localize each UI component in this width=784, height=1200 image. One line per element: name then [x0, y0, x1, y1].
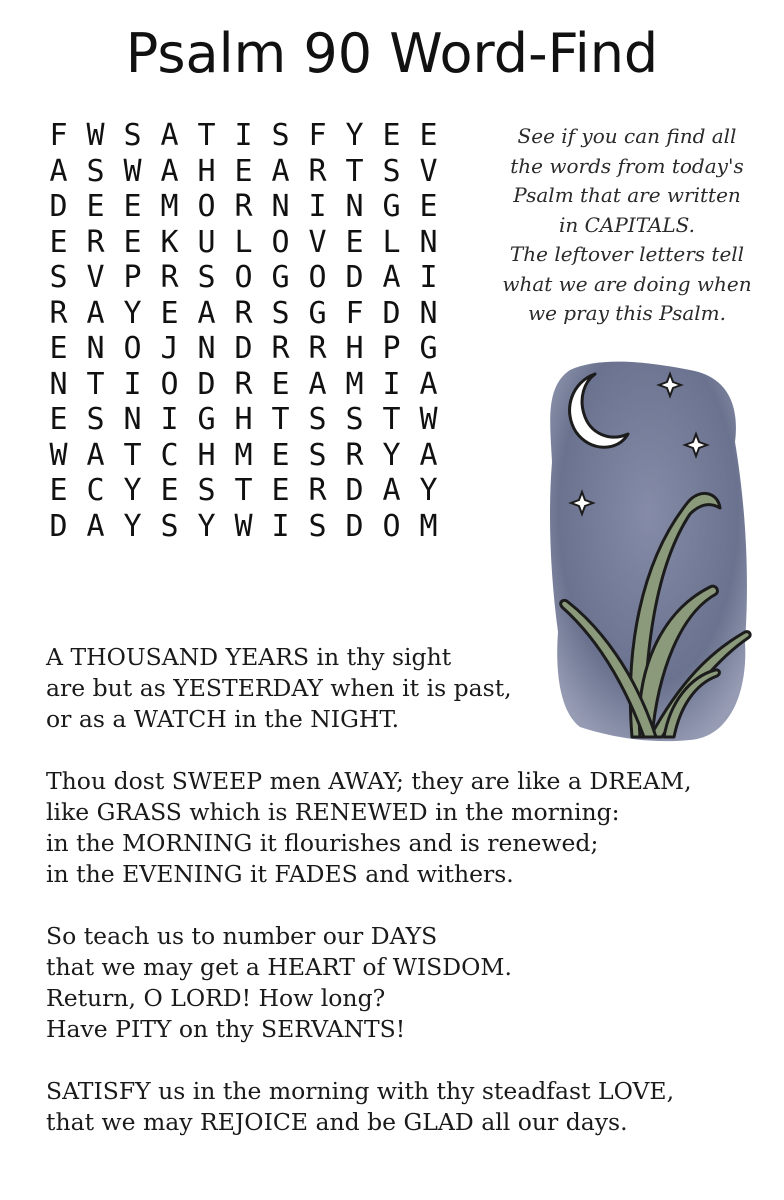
grid-letter: S [271, 295, 290, 331]
grid-letter: V [419, 153, 438, 189]
grid-letter: K [160, 224, 179, 260]
grid-letter: N [419, 224, 438, 260]
psalm-line: in the MORNING it flourishes and is renewed; [46, 829, 599, 857]
page-title: Psalm 90 Word-Find [125, 22, 659, 85]
grid-row [40, 225, 447, 261]
grid-letter: S [197, 473, 216, 508]
grid-letter: T [123, 437, 142, 473]
grid-letter: D [382, 295, 401, 331]
stanza [46, 766, 766, 890]
instruction-line: the words from today's [510, 153, 744, 178]
grid-letter: E [160, 295, 179, 331]
grid-letter: S [86, 153, 105, 189]
grid-letter: D [345, 508, 364, 544]
grid-letter: N [271, 189, 290, 224]
grid-letter: D [49, 189, 68, 224]
grid-row [40, 260, 447, 296]
grid-letter: T [197, 118, 216, 153]
stanza [46, 921, 766, 1045]
grid-letter: R [234, 189, 253, 224]
grid-letter: G [197, 402, 216, 437]
grid-letter: O [123, 331, 142, 366]
grid-letter: S [308, 437, 327, 473]
grid-letter: R [308, 331, 327, 366]
grid-row [40, 402, 447, 438]
grid-letter: U [197, 224, 216, 260]
grid-letter: R [271, 331, 290, 366]
grid-letter: L [382, 224, 401, 260]
grid-row [40, 118, 447, 154]
grid-letter: M [160, 189, 179, 224]
psalm-line: Have PITY on thy SERVANTS! [46, 1015, 406, 1043]
psalm-line: So teach us to number our DAYS [46, 922, 438, 950]
grid-letter: E [49, 402, 68, 437]
grid-letter: N [419, 295, 438, 331]
instructions-note [478, 122, 776, 329]
grid-letter: N [345, 189, 364, 224]
grid-letter: E [49, 224, 68, 260]
grid-letter: M [234, 437, 253, 473]
grid-letter: R [234, 366, 253, 402]
grid-letter: E [271, 473, 290, 508]
grid-letter: R [308, 473, 327, 508]
grid-letter: E [271, 366, 290, 402]
stanza [46, 642, 766, 735]
grid-letter: E [419, 189, 438, 224]
grid-letter: S [197, 260, 216, 295]
grid-letter: A [197, 295, 216, 331]
psalm-line: Thou dost SWEEP men AWAY; they are like a DREAM, [46, 767, 692, 795]
grid-letter: T [271, 402, 290, 437]
grid-letter: F [308, 118, 327, 153]
grid-letter: S [382, 153, 401, 189]
psalm-line: that we may REJOICE and be GLAD all our days. [46, 1108, 628, 1136]
grid-letter: Y [123, 508, 142, 544]
grid-letter: I [419, 260, 438, 295]
grid-letter: S [123, 118, 142, 153]
grid-letter: R [49, 295, 68, 331]
grid-letter: A [49, 153, 68, 189]
grid-letter: S [345, 402, 364, 437]
grid-letter: R [345, 437, 364, 473]
grid-letter: E [49, 331, 68, 366]
grid-letter: E [123, 189, 142, 224]
stanza [46, 1076, 766, 1138]
grid-letter: I [160, 402, 179, 437]
grid-letter: Y [197, 508, 216, 544]
grid-letter: A [86, 508, 105, 544]
grid-letter: T [382, 402, 401, 437]
grid-letter: Y [123, 473, 142, 508]
grid-letter: A [308, 366, 327, 402]
grid-letter: E [86, 189, 105, 224]
grid-letter: V [308, 224, 327, 260]
grid-letter: F [345, 295, 364, 331]
psalm-text [46, 642, 766, 1169]
psalm-line: SATISFY us in the morning with thy steadfast LOVE, [46, 1077, 675, 1105]
grid-letter: O [271, 224, 290, 260]
grid-letter: H [234, 402, 253, 437]
word-find-grid [40, 118, 447, 544]
grid-letter: R [308, 153, 327, 189]
grid-letter: G [419, 331, 438, 366]
grid-letter: D [345, 473, 364, 508]
grid-letter: E [345, 224, 364, 260]
instruction-line: we pray this Psalm. [527, 301, 727, 325]
grid-letter: W [234, 508, 253, 544]
grid-letter: T [345, 153, 364, 189]
grid-letter: W [86, 118, 105, 153]
grid-letter: G [382, 189, 401, 224]
grid-letter: I [271, 508, 290, 544]
grid-letter: E [419, 118, 438, 153]
grid-letter: G [308, 295, 327, 331]
grid-letter: I [234, 118, 253, 153]
grid-row [40, 367, 447, 403]
grid-letter: G [271, 260, 290, 295]
grid-letter: V [86, 260, 105, 295]
grid-row [40, 154, 447, 190]
grid-letter: E [160, 473, 179, 508]
grid-letter: N [197, 331, 216, 366]
psalm-line: that we may get a HEART of WISDOM. [46, 953, 512, 981]
grid-letter: E [234, 153, 253, 189]
grid-letter: D [197, 366, 216, 402]
grid-letter: J [160, 331, 179, 366]
grid-letter: E [49, 473, 68, 508]
grid-letter: Y [419, 473, 438, 508]
grid-letter: O [234, 260, 253, 295]
grid-letter: D [345, 260, 364, 295]
grid-letter: R [234, 295, 253, 331]
grid-row [40, 473, 447, 509]
grid-letter: O [197, 189, 216, 224]
grid-row [40, 189, 447, 225]
grid-letter: Y [345, 118, 364, 153]
grid-letter: A [419, 366, 438, 402]
psalm-line: Return, O LORD! How long? [46, 984, 386, 1012]
grid-letter: A [382, 260, 401, 295]
grid-letter: S [308, 402, 327, 437]
instruction-line: See if you can find all [517, 124, 737, 148]
grid-letter: Y [382, 437, 401, 473]
grid-letter: H [197, 437, 216, 473]
grid-letter: T [86, 366, 105, 402]
psalm-line: A THOUSAND YEARS in thy sight [46, 643, 452, 671]
psalm-line: are but as YESTERDAY when it is past, [46, 674, 512, 702]
instruction-line: what we are doing when [502, 271, 752, 296]
grid-letter: S [86, 402, 105, 437]
grid-letter: R [86, 224, 105, 260]
grid-letter: W [49, 437, 68, 473]
grid-letter: Y [123, 295, 142, 331]
grid-letter: O [160, 366, 179, 402]
psalm-line: or as a WATCH in the NIGHT. [46, 705, 400, 733]
grid-letter: N [49, 366, 68, 402]
instruction-line: The leftover letters tell [509, 242, 745, 266]
grid-letter: P [382, 331, 401, 366]
grid-letter: F [49, 118, 68, 153]
grid-letter: E [123, 224, 142, 260]
grid-letter: T [234, 473, 253, 508]
psalm-line: in the EVENING it FADES and withers. [46, 860, 514, 888]
grid-row [40, 438, 447, 474]
grid-letter: M [345, 366, 364, 402]
grid-letter: A [160, 153, 179, 189]
grid-letter: I [382, 366, 401, 402]
grid-letter: A [86, 295, 105, 331]
grid-letter: W [419, 402, 438, 437]
grid-letter: N [123, 402, 142, 437]
grid-letter: D [234, 331, 253, 366]
grid-letter: H [197, 153, 216, 189]
grid-letter: D [49, 508, 68, 544]
grid-letter: I [308, 189, 327, 224]
grid-row [40, 331, 447, 367]
grid-row [40, 509, 447, 545]
grid-letter: M [419, 508, 438, 544]
grid-letter: W [123, 153, 142, 189]
grid-letter: E [382, 118, 401, 153]
grid-letter: I [123, 366, 142, 402]
grid-letter: S [271, 118, 290, 153]
grid-letter: S [49, 260, 68, 295]
grid-letter: O [308, 260, 327, 295]
grid-letter: A [160, 118, 179, 153]
grid-letter: N [86, 331, 105, 366]
grid-letter: L [234, 224, 253, 260]
grid-letter: S [160, 508, 179, 544]
grid-letter: E [271, 437, 290, 473]
grid-row [40, 296, 447, 332]
grid-letter: A [382, 473, 401, 508]
grid-letter: P [123, 260, 142, 295]
grid-letter: C [160, 437, 179, 473]
instruction-line: Psalm that are written [513, 183, 741, 207]
grid-letter: A [419, 437, 438, 473]
grid-letter: H [345, 331, 364, 366]
grid-letter: S [308, 508, 327, 544]
grid-letter: A [271, 153, 290, 189]
instruction-line: in CAPITALS. [558, 212, 696, 237]
psalm-line: like GRASS which is RENEWED in the morning: [46, 798, 620, 826]
grid-letter: C [86, 473, 105, 508]
grid-letter: A [86, 437, 105, 473]
grid-letter: O [382, 508, 401, 544]
grid-letter: R [160, 260, 179, 295]
